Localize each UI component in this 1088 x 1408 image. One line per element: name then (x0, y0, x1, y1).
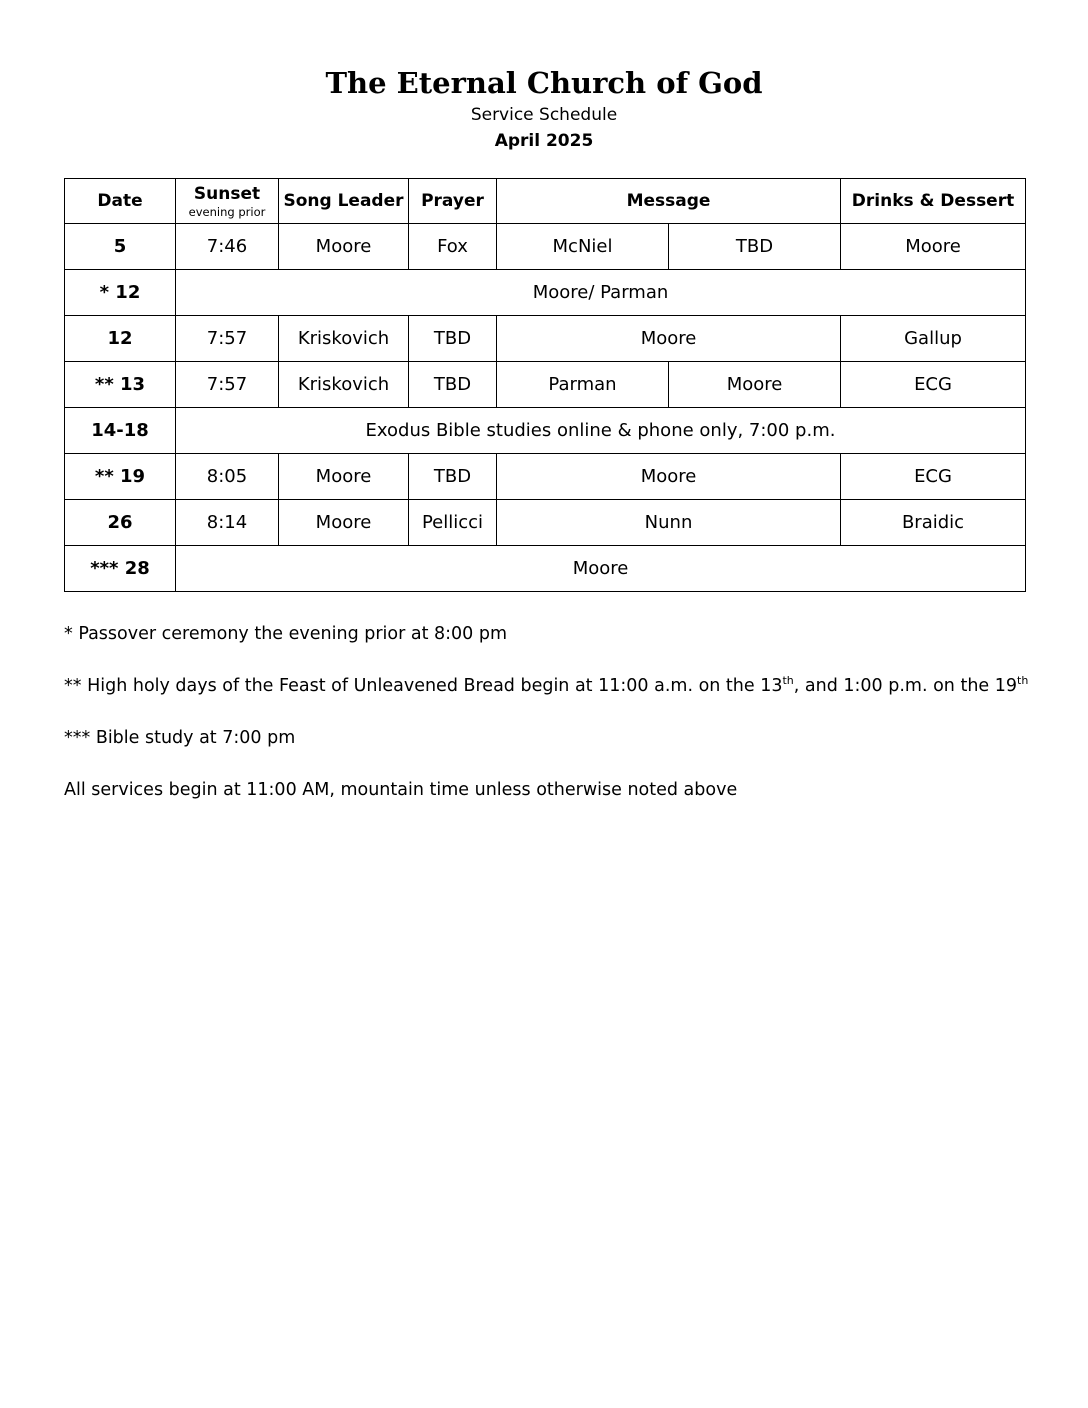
message-cell: Nunn (497, 500, 841, 546)
date-cell: 14-18 (65, 408, 176, 454)
spanning-cell: Moore/ Parman (176, 270, 1026, 316)
date-cell: 26 (65, 500, 176, 546)
drinks-cell: ECG (841, 454, 1026, 500)
song-leader-cell: Moore (279, 454, 409, 500)
prayer-cell: Pellicci (409, 500, 497, 546)
column-header-sunset-label: Sunset (193, 184, 261, 204)
table-row (65, 500, 1026, 546)
column-header-message: Message (497, 179, 841, 224)
date-cell: * 12 (65, 270, 176, 316)
spanning-cell: Exodus Bible studies online & phone only, 7:00 p.m. (176, 408, 1026, 454)
sunset-cell: 8:14 (176, 500, 279, 546)
table-row (65, 362, 1026, 408)
prayer-cell: TBD (409, 362, 497, 408)
message-cell: Moore (497, 316, 841, 362)
date-cell: 12 (65, 316, 176, 362)
sunset-cell: 7:57 (176, 362, 279, 408)
date-cell: 5 (65, 224, 176, 270)
message-cell-2: Moore (669, 362, 841, 408)
message-cell: Moore (497, 454, 841, 500)
column-header-drinks-dessert: Drinks & Dessert (841, 179, 1026, 224)
table-row (65, 316, 1026, 362)
note-general: All services begin at 11:00 AM, mountain time unless otherwise noted above (64, 780, 738, 800)
date-cell: *** 28 (65, 546, 176, 592)
note-passover: * Passover ceremony the evening prior at 8:00 pm (64, 624, 508, 644)
note-holy-days-text-1: ** High holy days of the Feast of Unleavened Bread begin at 11:00 a.m. on the 13 (64, 676, 783, 696)
message-cell-1: McNiel (497, 224, 669, 270)
column-header-prayer: Prayer (409, 179, 497, 224)
footnotes (64, 622, 1044, 830)
table-row (65, 408, 1026, 454)
prayer-cell: TBD (409, 454, 497, 500)
drinks-cell: Gallup (841, 316, 1026, 362)
prayer-cell: TBD (409, 316, 497, 362)
column-header-sunset-note: evening prior (188, 205, 266, 219)
table-header-row (65, 179, 1026, 224)
service-schedule-table (64, 178, 1026, 592)
song-leader-cell: Kriskovich (279, 316, 409, 362)
column-header-date: Date (65, 179, 176, 224)
spanning-cell: Moore (176, 546, 1026, 592)
date-cell: ** 19 (65, 454, 176, 500)
song-leader-cell: Moore (279, 500, 409, 546)
table-row (65, 224, 1026, 270)
drinks-cell: Moore (841, 224, 1026, 270)
drinks-cell: Braidic (841, 500, 1026, 546)
note-holy-days (64, 674, 1044, 726)
note-bible-study: *** Bible study at 7:00 pm (64, 728, 296, 748)
column-header-song-leader: Song Leader (279, 179, 409, 224)
page-title: The Eternal Church of God (325, 66, 763, 100)
table-row (65, 454, 1026, 500)
note-holy-days-text-2: , and 1:00 p.m. on the 19 (793, 676, 1018, 696)
message-cell-1: Parman (497, 362, 669, 408)
note-holy-days-sup-2: th (1017, 674, 1029, 687)
message-cell-2: TBD (669, 224, 841, 270)
sunset-cell: 7:57 (176, 316, 279, 362)
column-header-sunset (176, 179, 279, 224)
table-row (65, 546, 1026, 592)
song-leader-cell: Kriskovich (279, 362, 409, 408)
drinks-cell: ECG (841, 362, 1026, 408)
page-subtitle: Service Schedule (470, 105, 618, 125)
date-cell: ** 13 (65, 362, 176, 408)
prayer-cell: Fox (409, 224, 497, 270)
song-leader-cell: Moore (279, 224, 409, 270)
note-holy-days-sup-1: th (782, 674, 794, 687)
sunset-cell: 7:46 (176, 224, 279, 270)
schedule-month: April 2025 (494, 131, 594, 151)
sunset-cell: 8:05 (176, 454, 279, 500)
table-row (65, 270, 1026, 316)
